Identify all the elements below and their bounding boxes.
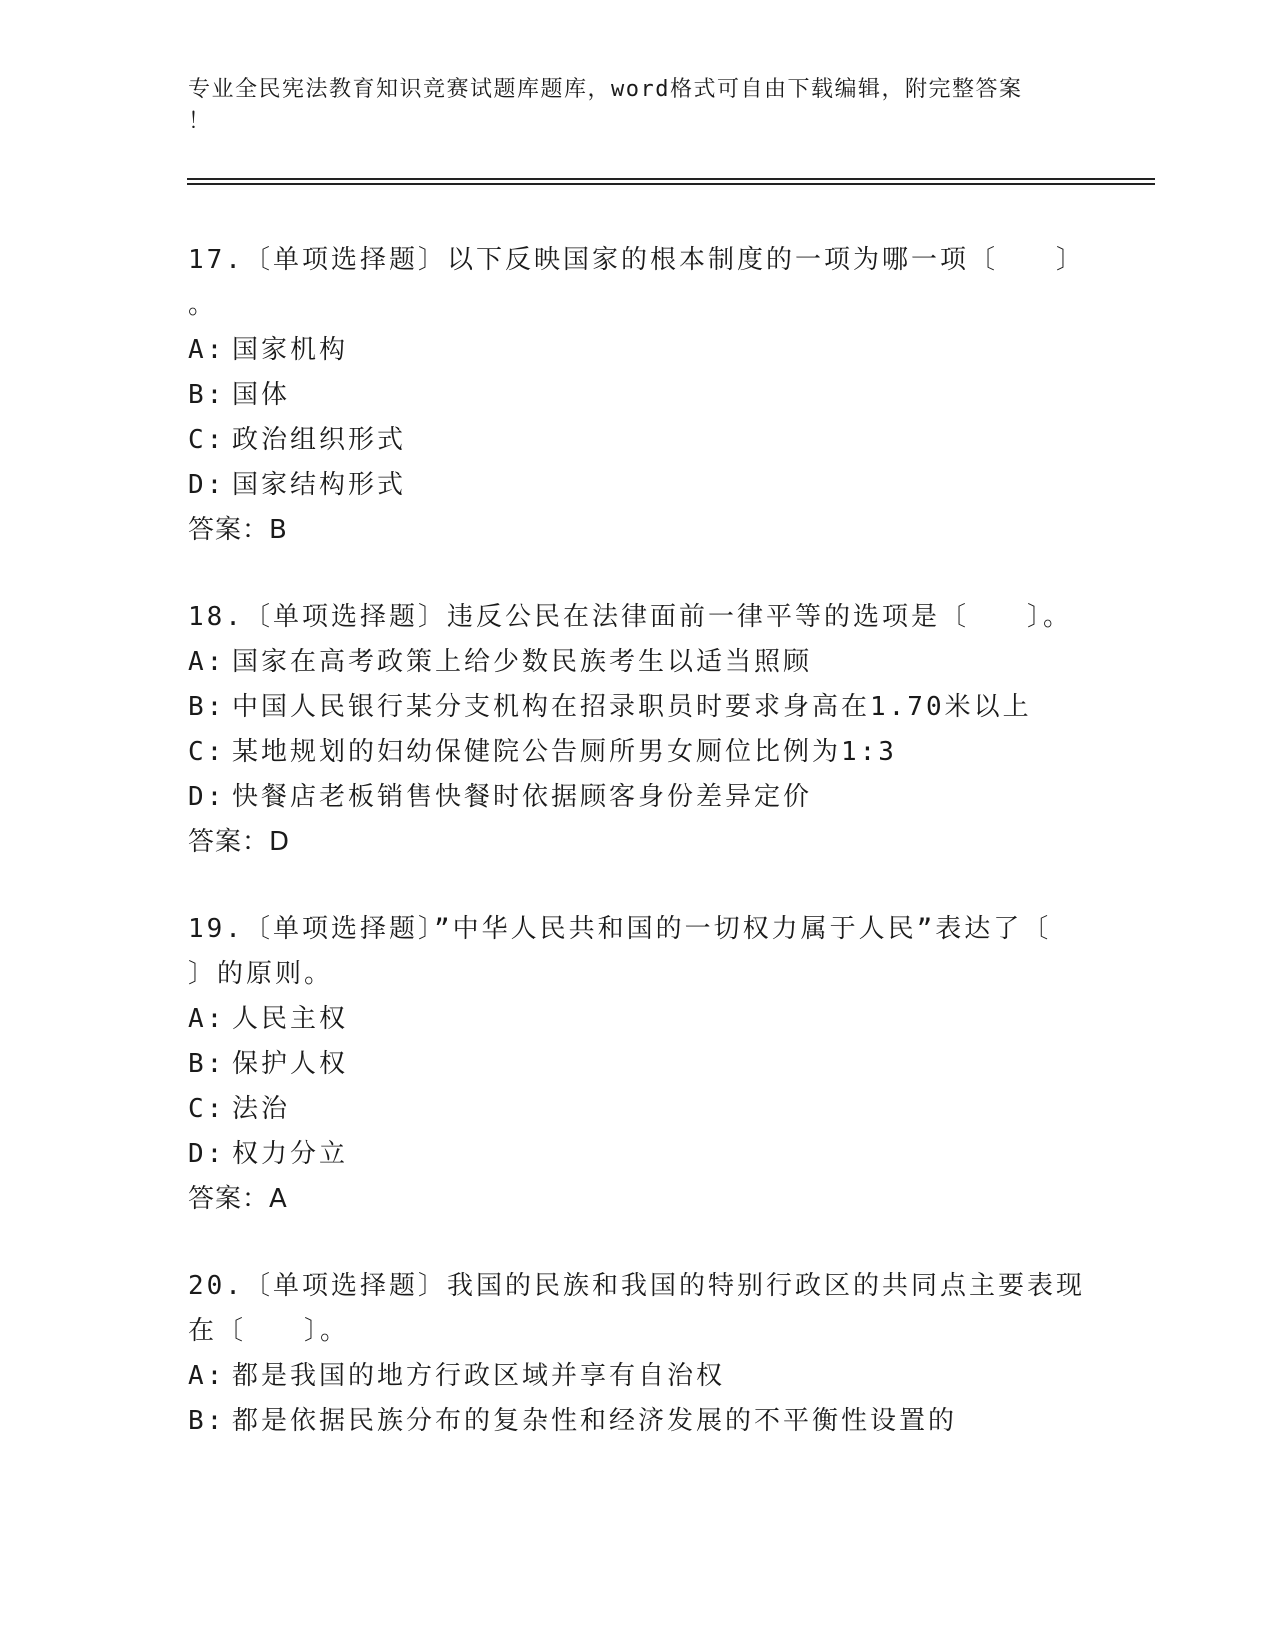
option-key: B: (188, 1049, 226, 1079)
question-list (188, 238, 1088, 1486)
question-text: 19.〔单项选择题〕”中华人民共和国的一切权力属于人民”表达了〔 (188, 914, 1052, 944)
answer-label: 答案：B (188, 515, 288, 545)
question-20 (188, 1264, 1088, 1444)
option-text: 国家机构 (232, 335, 349, 365)
option-d (188, 1132, 1088, 1177)
option-a (188, 997, 1088, 1042)
option-text: 法治 (232, 1094, 291, 1124)
option-b (188, 685, 1088, 730)
option-b (188, 1399, 1088, 1444)
answer-label: 答案：D (188, 827, 291, 857)
answer-label: 答案：A (188, 1184, 288, 1214)
question-text: 20.〔单项选择题〕我国的民族和我国的特别行政区的共同点主要表现 (188, 1271, 1085, 1301)
document-header (188, 74, 1068, 138)
header-rule-top (187, 178, 1155, 180)
question-text-continued: 〕的原则。 (188, 959, 334, 989)
option-b (188, 1042, 1088, 1087)
question-text: 18.〔单项选择题〕违反公民在法律面前一律平等的选项是〔 〕。 (188, 602, 1072, 632)
header-line-2: ！ (188, 109, 212, 134)
option-text: 权力分立 (232, 1139, 349, 1169)
option-key: A: (188, 1361, 226, 1391)
option-text: 人民主权 (232, 1004, 349, 1034)
option-d (188, 463, 1088, 508)
header-rule-bottom (187, 183, 1155, 185)
option-b (188, 373, 1088, 418)
question-18 (188, 595, 1088, 865)
header-line-1: 专业全民宪法教育知识竞赛试题库题库，word格式可自由下载编辑，附完整答案 (188, 77, 1023, 102)
option-text: 国家在高考政策上给少数民族考生以适当照顾 (232, 647, 813, 677)
option-key: D: (188, 470, 226, 500)
question-text: 17.〔单项选择题〕以下反映国家的根本制度的一项为哪一项〔 〕 (188, 245, 1085, 275)
option-key: C: (188, 1094, 226, 1124)
option-c (188, 730, 1088, 775)
option-text: 中国人民银行某分支机构在招录职员时要求身高在1.70米以上 (232, 692, 1032, 722)
option-text: 政治组织形式 (232, 425, 407, 455)
option-text: 某地规划的妇幼保健院公告厕所男女厕位比例为1:3 (232, 737, 897, 767)
option-a (188, 328, 1088, 373)
option-text: 国家结构形式 (232, 470, 407, 500)
option-c (188, 418, 1088, 463)
option-key: C: (188, 425, 226, 455)
option-key: B: (188, 1406, 226, 1436)
option-text: 都是我国的地方行政区域并享有自治权 (232, 1361, 726, 1391)
option-text: 保护人权 (232, 1049, 349, 1079)
option-text: 国体 (232, 380, 291, 410)
question-17 (188, 238, 1088, 553)
option-text: 都是依据民族分布的复杂性和经济发展的不平衡性设置的 (232, 1406, 958, 1436)
option-key: B: (188, 380, 226, 410)
option-key: C: (188, 737, 226, 767)
option-key: A: (188, 1004, 226, 1034)
option-c (188, 1087, 1088, 1132)
question-19 (188, 907, 1088, 1222)
option-d (188, 775, 1088, 820)
option-a (188, 1354, 1088, 1399)
option-key: B: (188, 692, 226, 722)
option-key: D: (188, 1139, 226, 1169)
option-text: 快餐店老板销售快餐时依据顾客身份差异定价 (232, 782, 813, 812)
question-text-continued: 。 (188, 290, 218, 320)
question-text-continued: 在〔 〕。 (188, 1316, 350, 1346)
option-key: A: (188, 335, 226, 365)
option-a (188, 640, 1088, 685)
option-key: D: (188, 782, 226, 812)
option-key: A: (188, 647, 226, 677)
